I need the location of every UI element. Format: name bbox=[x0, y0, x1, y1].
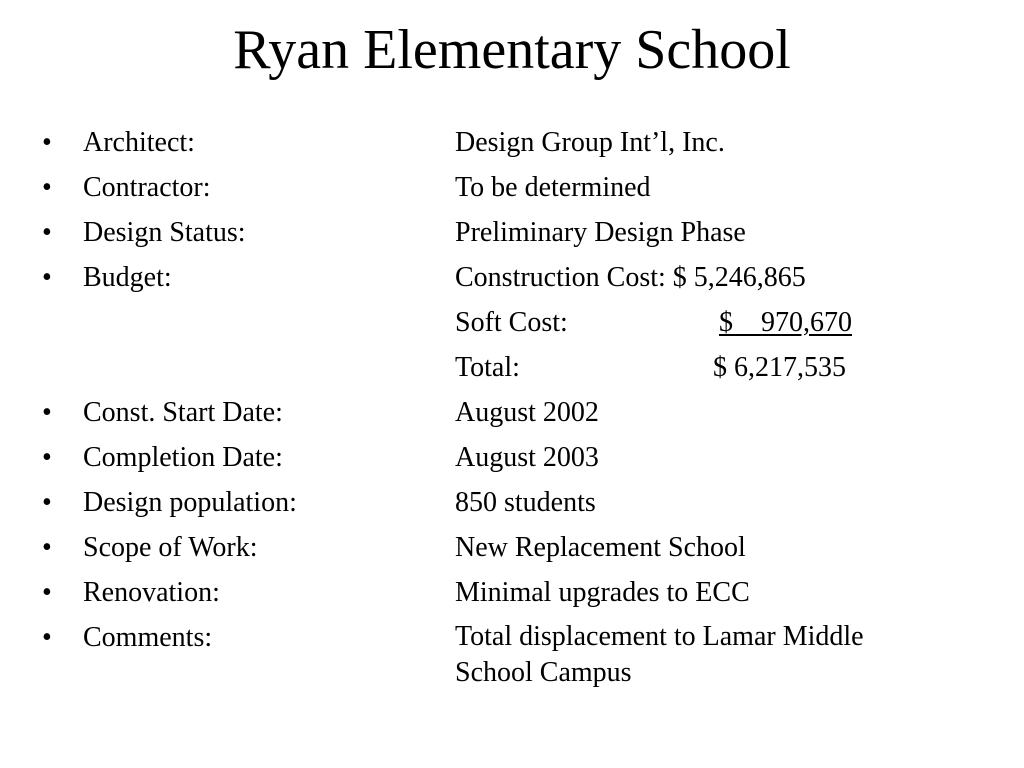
list-item-budget bbox=[0, 255, 1024, 300]
bullet-icon: • bbox=[42, 397, 52, 428]
comments-label: Comments: bbox=[83, 622, 213, 653]
slide-title: Ryan Elementary School bbox=[233, 19, 791, 81]
soft-cost-amount: $ 970,670 bbox=[719, 307, 852, 338]
scope-of-work-label: Scope of Work: bbox=[83, 532, 258, 563]
start-date-value: August 2002 bbox=[455, 397, 599, 428]
list-item-design-status bbox=[0, 210, 1024, 255]
bullet-icon: • bbox=[42, 442, 52, 473]
total-amount: $ 6,217,535 bbox=[713, 352, 846, 383]
list-item-renovation bbox=[0, 570, 1024, 615]
design-status-label: Design Status: bbox=[83, 217, 246, 248]
renovation-value: Minimal upgrades to ECC bbox=[455, 577, 750, 608]
budget-label: Budget: bbox=[83, 262, 172, 293]
design-status-value: Preliminary Design Phase bbox=[455, 217, 746, 248]
bullet-icon: • bbox=[42, 532, 52, 563]
architect-label: Architect: bbox=[83, 127, 195, 158]
design-population-value: 850 students bbox=[455, 487, 596, 518]
list-item-completion-date bbox=[0, 435, 1024, 480]
budget-soft-cost-row bbox=[0, 300, 1024, 345]
architect-value: Design Group Int’l, Inc. bbox=[455, 127, 725, 158]
bullet-icon: • bbox=[42, 217, 52, 248]
bullet-icon: • bbox=[42, 262, 52, 293]
list-item-design-population bbox=[0, 480, 1024, 525]
bullet-icon: • bbox=[42, 172, 52, 203]
completion-date-value: August 2003 bbox=[455, 442, 599, 473]
design-population-label: Design population: bbox=[83, 487, 297, 518]
construction-cost-value: Construction Cost: $ 5,246,865 bbox=[455, 262, 806, 293]
contractor-value: To be determined bbox=[455, 172, 651, 203]
bullet-icon: • bbox=[42, 127, 52, 158]
list-item-start-date bbox=[0, 390, 1024, 435]
completion-date-label: Completion Date: bbox=[83, 442, 283, 473]
project-details-list bbox=[0, 120, 1024, 695]
comments-value: Total displacement to Lamar Middle School Campus bbox=[455, 621, 864, 688]
scope-of-work-value: New Replacement School bbox=[455, 532, 746, 563]
budget-total-row bbox=[0, 345, 1024, 390]
bullet-icon: • bbox=[42, 487, 52, 518]
total-label: Total: bbox=[455, 352, 520, 383]
list-item-comments bbox=[0, 615, 1024, 695]
bullet-icon: • bbox=[42, 622, 52, 653]
list-item-scope-of-work bbox=[0, 525, 1024, 570]
soft-cost-label: Soft Cost: bbox=[455, 307, 568, 338]
bullet-icon: • bbox=[42, 577, 52, 608]
renovation-label: Renovation: bbox=[83, 577, 220, 608]
list-item-architect bbox=[0, 120, 1024, 165]
contractor-label: Contractor: bbox=[83, 172, 211, 203]
start-date-label: Const. Start Date: bbox=[83, 397, 283, 428]
list-item-contractor bbox=[0, 165, 1024, 210]
